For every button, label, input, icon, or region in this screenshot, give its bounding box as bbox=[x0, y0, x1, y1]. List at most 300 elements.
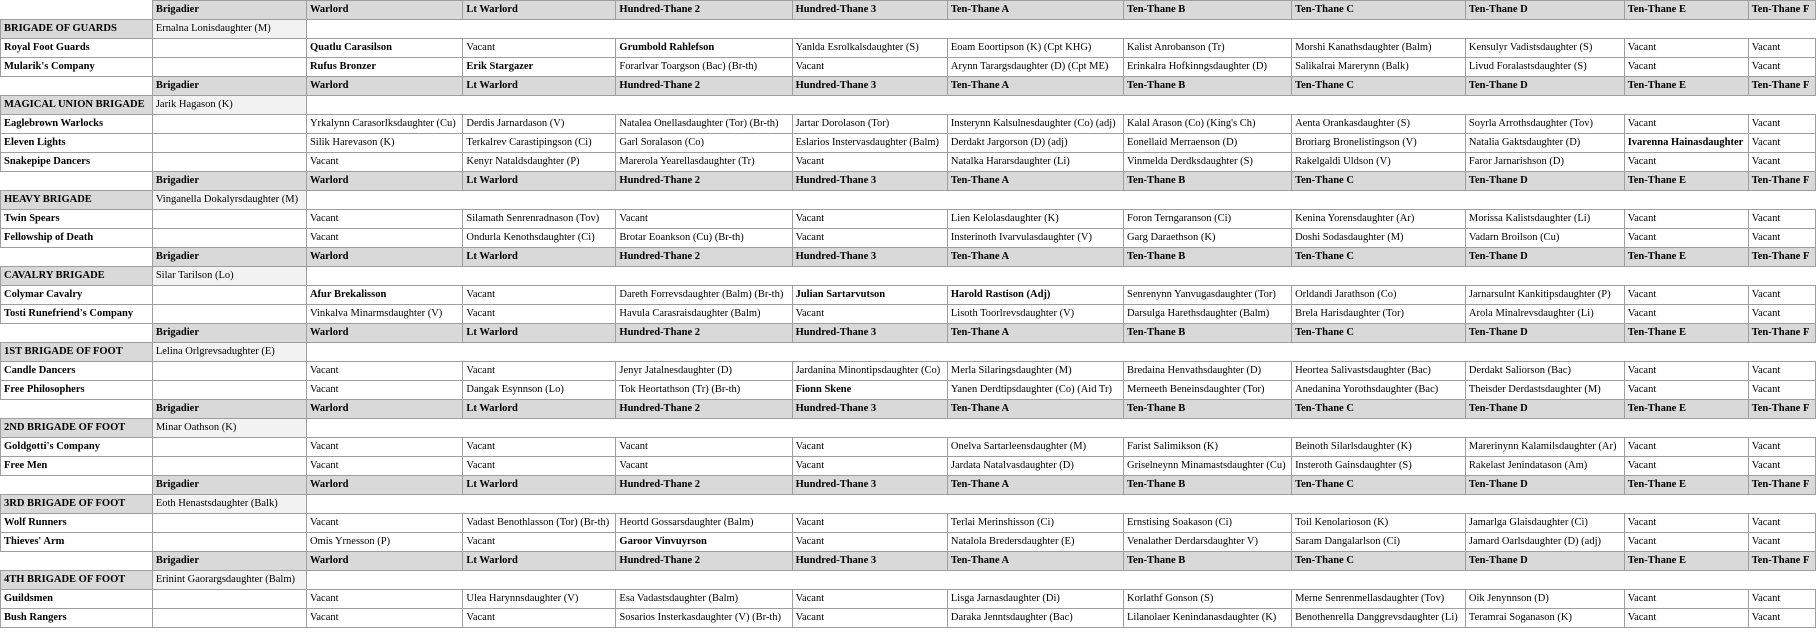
header-ten-thane-d: Ten-Thane D bbox=[1465, 172, 1624, 191]
cell-ten-thane-f: Vacant bbox=[1748, 229, 1815, 248]
empty-cell bbox=[616, 20, 792, 39]
header-warlord: Warlord bbox=[306, 1, 462, 20]
cell-brigadier bbox=[152, 362, 306, 381]
cell-ten-thane-c: Benothenrella Danggrevsdaughter (Li) bbox=[1292, 609, 1466, 628]
header-lt-warlord: Lt Warlord bbox=[463, 552, 616, 571]
empty-cell bbox=[792, 191, 947, 210]
header-ten-thane-a: Ten-Thane A bbox=[947, 1, 1123, 20]
brigade-row bbox=[1, 419, 1816, 438]
header-brigadier: Brigadier bbox=[152, 552, 306, 571]
cell-ten-thane-f: Vacant bbox=[1748, 381, 1815, 400]
empty-cell bbox=[1292, 267, 1466, 286]
header-label bbox=[1, 400, 153, 419]
empty-cell bbox=[616, 96, 792, 115]
company-row bbox=[1, 134, 1816, 153]
cell-hundred-thane-3: Vacant bbox=[792, 438, 947, 457]
company-name: Guildsmen bbox=[1, 590, 153, 609]
cell-ten-thane-a: Merla Silaringsdaughter (M) bbox=[947, 362, 1123, 381]
cell-ten-thane-b: Kalist Anrobanson (Tr) bbox=[1124, 39, 1292, 58]
header-ten-thane-f: Ten-Thane F bbox=[1748, 172, 1815, 191]
header-row bbox=[1, 476, 1816, 495]
header-ten-thane-f: Ten-Thane F bbox=[1748, 248, 1815, 267]
company-row bbox=[1, 305, 1816, 324]
cell-ten-thane-e: Vacant bbox=[1624, 381, 1748, 400]
cell-brigadier bbox=[152, 210, 306, 229]
empty-cell bbox=[1624, 419, 1748, 438]
cell-brigadier bbox=[152, 115, 306, 134]
empty-cell bbox=[1465, 191, 1624, 210]
cell-hundred-thane-3: Vacant bbox=[792, 210, 947, 229]
header-warlord: Warlord bbox=[306, 476, 462, 495]
brigadier-name: Erinint Gaorargsdaughter (Balm) bbox=[152, 571, 306, 590]
header-brigadier: Brigadier bbox=[152, 172, 306, 191]
header-label bbox=[1, 324, 153, 343]
empty-cell bbox=[306, 267, 462, 286]
header-row bbox=[1, 172, 1816, 191]
cell-warlord: Silik Harevason (K) bbox=[306, 134, 462, 153]
header-ten-thane-c: Ten-Thane C bbox=[1292, 324, 1466, 343]
cell-hundred-thane-2: Sosarios Insterkasdaughter (V) (Br-th) bbox=[616, 609, 792, 628]
cell-ten-thane-a: Natalka Hararsdaughter (Li) bbox=[947, 153, 1123, 172]
header-ten-thane-d: Ten-Thane D bbox=[1465, 324, 1624, 343]
empty-cell bbox=[1124, 495, 1292, 514]
header-lt-warlord: Lt Warlord bbox=[463, 324, 616, 343]
cell-ten-thane-b: Merneeth Beneinsdaughter (Tor) bbox=[1124, 381, 1292, 400]
cell-ten-thane-a: Onelva Sartarleensdaughter (M) bbox=[947, 438, 1123, 457]
cell-warlord: Vacant bbox=[306, 438, 462, 457]
cell-ten-thane-a: Derdakt Jargorson (D) (adj) bbox=[947, 134, 1123, 153]
cell-hundred-thane-2: Vacant bbox=[616, 438, 792, 457]
header-ten-thane-e: Ten-Thane E bbox=[1624, 172, 1748, 191]
header-ten-thane-c: Ten-Thane C bbox=[1292, 248, 1466, 267]
cell-ten-thane-a: Terlai Merinshisson (Ci) bbox=[947, 514, 1123, 533]
header-hundred-thane-3: Hundred-Thane 3 bbox=[792, 324, 947, 343]
empty-cell bbox=[463, 343, 616, 362]
empty-cell bbox=[1624, 571, 1748, 590]
cell-ten-thane-b: Korlathf Gonson (S) bbox=[1124, 590, 1292, 609]
cell-ten-thane-c: Insteroth Gainsdaughter (S) bbox=[1292, 457, 1466, 476]
brigade-name: 2ND BRIGADE OF FOOT bbox=[1, 419, 153, 438]
cell-warlord: Yrkalynn Carasorlksdaughter (Cu) bbox=[306, 115, 462, 134]
empty-cell bbox=[792, 96, 947, 115]
cell-ten-thane-b: Eonellaid Merraenson (D) bbox=[1124, 134, 1292, 153]
cell-ten-thane-e: Vacant bbox=[1624, 153, 1748, 172]
company-name: Eaglebrown Warlocks bbox=[1, 115, 153, 134]
header-brigadier: Brigadier bbox=[152, 1, 306, 20]
empty-cell bbox=[947, 191, 1123, 210]
cell-lt-warlord: Erik Stargazer bbox=[463, 58, 616, 77]
empty-cell bbox=[1465, 20, 1624, 39]
cell-warlord: Vacant bbox=[306, 457, 462, 476]
company-row bbox=[1, 381, 1816, 400]
header-warlord: Warlord bbox=[306, 248, 462, 267]
cell-ten-thane-d: Soyrla Arrothsdaughter (Tov) bbox=[1465, 115, 1624, 134]
header-ten-thane-c: Ten-Thane C bbox=[1292, 1, 1466, 20]
company-name: Tosti Runefriend's Company bbox=[1, 305, 153, 324]
cell-ten-thane-a: Yanen Derdtipsdaughter (Co) (Aid Tr) bbox=[947, 381, 1123, 400]
cell-hundred-thane-3: Eslarios Instervasdaughter (Balm) bbox=[792, 134, 947, 153]
cell-ten-thane-e: Vacant bbox=[1624, 286, 1748, 305]
cell-warlord: Vacant bbox=[306, 229, 462, 248]
empty-cell bbox=[792, 20, 947, 39]
cell-ten-thane-c: Merne Senrenmellasdaughter (Tov) bbox=[1292, 590, 1466, 609]
brigade-row bbox=[1, 191, 1816, 210]
empty-cell bbox=[1124, 571, 1292, 590]
header-hundred-thane-2: Hundred-Thane 2 bbox=[616, 476, 792, 495]
cell-ten-thane-c: Doshi Sodasdaughter (M) bbox=[1292, 229, 1466, 248]
cell-brigadier bbox=[152, 514, 306, 533]
empty-cell bbox=[792, 267, 947, 286]
brigade-name: HEAVY BRIGADE bbox=[1, 191, 153, 210]
empty-cell bbox=[616, 343, 792, 362]
company-name: Mularik's Company bbox=[1, 58, 153, 77]
cell-hundred-thane-3: Vacant bbox=[792, 229, 947, 248]
company-name: Free Philosophers bbox=[1, 381, 153, 400]
cell-ten-thane-b: Kalal Arason (Co) (King's Ch) bbox=[1124, 115, 1292, 134]
cell-ten-thane-c: Saram Dangalarlson (Ci) bbox=[1292, 533, 1466, 552]
brigadier-name: Vinganella Dokalyrsdaughter (M) bbox=[152, 191, 306, 210]
header-ten-thane-f: Ten-Thane F bbox=[1748, 400, 1815, 419]
empty-cell bbox=[1748, 191, 1815, 210]
empty-cell bbox=[306, 419, 462, 438]
empty-cell bbox=[1748, 571, 1815, 590]
cell-ten-thane-d: Derdakt Saliorson (Bac) bbox=[1465, 362, 1624, 381]
cell-hundred-thane-2: Vacant bbox=[616, 210, 792, 229]
cell-brigadier bbox=[152, 134, 306, 153]
header-row bbox=[1, 552, 1816, 571]
company-name: Candle Dancers bbox=[1, 362, 153, 381]
cell-brigadier bbox=[152, 381, 306, 400]
cell-warlord: Vinkalva Minarmsdaughter (V) bbox=[306, 305, 462, 324]
cell-hundred-thane-2: Brotar Eoankson (Cu) (Br-th) bbox=[616, 229, 792, 248]
header-brigadier: Brigadier bbox=[152, 324, 306, 343]
header-label bbox=[1, 248, 153, 267]
cell-ten-thane-a: Insterynn Kalsulnesdaughter (Co) (adj) bbox=[947, 115, 1123, 134]
header-ten-thane-e: Ten-Thane E bbox=[1624, 248, 1748, 267]
cell-ten-thane-b: Farist Salimikson (K) bbox=[1124, 438, 1292, 457]
header-hundred-thane-2: Hundred-Thane 2 bbox=[616, 1, 792, 20]
header-hundred-thane-2: Hundred-Thane 2 bbox=[616, 248, 792, 267]
empty-cell bbox=[1624, 267, 1748, 286]
empty-cell bbox=[1624, 495, 1748, 514]
empty-cell bbox=[616, 419, 792, 438]
empty-cell bbox=[1465, 495, 1624, 514]
brigade-name: MAGICAL UNION BRIGADE bbox=[1, 96, 153, 115]
cell-lt-warlord: Vacant bbox=[463, 39, 616, 58]
empty-cell bbox=[947, 571, 1123, 590]
brigade-row bbox=[1, 20, 1816, 39]
cell-ten-thane-a: Lisga Jarnasdaughter (Di) bbox=[947, 590, 1123, 609]
empty-cell bbox=[306, 191, 462, 210]
cell-brigadier bbox=[152, 153, 306, 172]
cell-ten-thane-d: Marerinynn Kalamilsdaughter (Ar) bbox=[1465, 438, 1624, 457]
cell-ten-thane-a: Lien Kelolasdaughter (K) bbox=[947, 210, 1123, 229]
cell-hundred-thane-3: Julian Sartarvutson bbox=[792, 286, 947, 305]
company-row bbox=[1, 438, 1816, 457]
cell-ten-thane-a: Jardata Natalvasdaughter (D) bbox=[947, 457, 1123, 476]
empty-cell bbox=[1748, 96, 1815, 115]
cell-ten-thane-a: Harold Rastison (Adj) bbox=[947, 286, 1123, 305]
cell-hundred-thane-2: Jenyr Jatalnesdaughter (D) bbox=[616, 362, 792, 381]
header-hundred-thane-3: Hundred-Thane 3 bbox=[792, 172, 947, 191]
header-brigadier: Brigadier bbox=[152, 77, 306, 96]
cell-hundred-thane-3: Jartar Dorolason (Tor) bbox=[792, 115, 947, 134]
header-ten-thane-e: Ten-Thane E bbox=[1624, 1, 1748, 20]
empty-cell bbox=[1465, 267, 1624, 286]
company-row bbox=[1, 115, 1816, 134]
empty-cell bbox=[792, 571, 947, 590]
header-ten-thane-a: Ten-Thane A bbox=[947, 400, 1123, 419]
empty-cell bbox=[616, 267, 792, 286]
header-lt-warlord: Lt Warlord bbox=[463, 77, 616, 96]
cell-warlord: Vacant bbox=[306, 590, 462, 609]
cell-ten-thane-c: Anedanina Yorothsdaughter (Bac) bbox=[1292, 381, 1466, 400]
cell-ten-thane-c: Heortea Salivastsdaughter (Bac) bbox=[1292, 362, 1466, 381]
header-hundred-thane-2: Hundred-Thane 2 bbox=[616, 400, 792, 419]
cell-ten-thane-f: Vacant bbox=[1748, 115, 1815, 134]
header-ten-thane-f: Ten-Thane F bbox=[1748, 552, 1815, 571]
header-ten-thane-b: Ten-Thane B bbox=[1124, 324, 1292, 343]
empty-cell bbox=[947, 20, 1123, 39]
company-row bbox=[1, 590, 1816, 609]
brigadier-name: Ernalna Lonisdaughter (M) bbox=[152, 20, 306, 39]
cell-lt-warlord: Vacant bbox=[463, 533, 616, 552]
cell-ten-thane-f: Vacant bbox=[1748, 286, 1815, 305]
cell-ten-thane-f: Vacant bbox=[1748, 438, 1815, 457]
header-ten-thane-b: Ten-Thane B bbox=[1124, 476, 1292, 495]
cell-brigadier bbox=[152, 590, 306, 609]
company-row bbox=[1, 39, 1816, 58]
empty-cell bbox=[1465, 343, 1624, 362]
cell-ten-thane-d: Vadarn Broilson (Cu) bbox=[1465, 229, 1624, 248]
header-lt-warlord: Lt Warlord bbox=[463, 400, 616, 419]
cell-warlord: Vacant bbox=[306, 514, 462, 533]
brigade-row bbox=[1, 571, 1816, 590]
header-ten-thane-d: Ten-Thane D bbox=[1465, 248, 1624, 267]
company-name: Goldgotti's Company bbox=[1, 438, 153, 457]
cell-ten-thane-e: Vacant bbox=[1624, 362, 1748, 381]
cell-ten-thane-d: Jarnarsulnt Kankitipsdaughter (P) bbox=[1465, 286, 1624, 305]
empty-cell bbox=[947, 267, 1123, 286]
header-ten-thane-f: Ten-Thane F bbox=[1748, 476, 1815, 495]
cell-ten-thane-d: Arola Minalrevsdaughter (Li) bbox=[1465, 305, 1624, 324]
brigade-name: CAVALRY BRIGADE bbox=[1, 267, 153, 286]
empty-cell bbox=[463, 96, 616, 115]
cell-lt-warlord: Dangak Esynnson (Lo) bbox=[463, 381, 616, 400]
cell-ten-thane-d: Rakelast Jenindatason (Am) bbox=[1465, 457, 1624, 476]
cell-ten-thane-b: Bredaina Henvathsdaughter (D) bbox=[1124, 362, 1292, 381]
cell-lt-warlord: Ulea Harynnsdaughter (V) bbox=[463, 590, 616, 609]
header-label bbox=[1, 77, 153, 96]
header-ten-thane-a: Ten-Thane A bbox=[947, 552, 1123, 571]
header-ten-thane-b: Ten-Thane B bbox=[1124, 77, 1292, 96]
empty-cell bbox=[1624, 191, 1748, 210]
brigade-name: BRIGADE OF GUARDS bbox=[1, 20, 153, 39]
header-lt-warlord: Lt Warlord bbox=[463, 476, 616, 495]
header-ten-thane-e: Ten-Thane E bbox=[1624, 552, 1748, 571]
cell-ten-thane-f: Vacant bbox=[1748, 533, 1815, 552]
brigade-row bbox=[1, 267, 1816, 286]
cell-ten-thane-b: Foron Terngaranson (Ci) bbox=[1124, 210, 1292, 229]
empty-cell bbox=[306, 343, 462, 362]
cell-hundred-thane-2: Vacant bbox=[616, 457, 792, 476]
cell-ten-thane-b: Darsulga Harethsdaughter (Balm) bbox=[1124, 305, 1292, 324]
header-ten-thane-a: Ten-Thane A bbox=[947, 324, 1123, 343]
empty-cell bbox=[1292, 191, 1466, 210]
header-ten-thane-b: Ten-Thane B bbox=[1124, 248, 1292, 267]
empty-cell bbox=[463, 495, 616, 514]
empty-cell bbox=[306, 20, 462, 39]
company-row bbox=[1, 58, 1816, 77]
cell-ten-thane-a: Lisoth Toorlrevsdaughter (V) bbox=[947, 305, 1123, 324]
brigadier-name: Silar Tarilson (Lo) bbox=[152, 267, 306, 286]
cell-ten-thane-c: Salikalrai Marerynn (Balk) bbox=[1292, 58, 1466, 77]
empty-cell bbox=[1748, 495, 1815, 514]
cell-ten-thane-b: Griselneynn Minamastsdaughter (Cu) bbox=[1124, 457, 1292, 476]
header-warlord: Warlord bbox=[306, 77, 462, 96]
cell-warlord: Afur Brekalisson bbox=[306, 286, 462, 305]
empty-cell bbox=[1292, 20, 1466, 39]
cell-ten-thane-d: Oik Jenynnson (D) bbox=[1465, 590, 1624, 609]
cell-lt-warlord: Vacant bbox=[463, 286, 616, 305]
empty-cell bbox=[463, 419, 616, 438]
cell-hundred-thane-3: Vacant bbox=[792, 457, 947, 476]
cell-ten-thane-b: Erinkalra Hofkinngsdaughter (D) bbox=[1124, 58, 1292, 77]
company-name: Thieves' Arm bbox=[1, 533, 153, 552]
cell-ten-thane-b: Senrenynn Yanvugasdaughter (Tor) bbox=[1124, 286, 1292, 305]
company-name: Wolf Runners bbox=[1, 514, 153, 533]
company-name: Colymar Cavalry bbox=[1, 286, 153, 305]
header-ten-thane-a: Ten-Thane A bbox=[947, 77, 1123, 96]
empty-cell bbox=[1465, 571, 1624, 590]
cell-ten-thane-a: Arynn Tarargsdaughter (D) (Cpt ME) bbox=[947, 58, 1123, 77]
header-ten-thane-d: Ten-Thane D bbox=[1465, 400, 1624, 419]
header-row bbox=[1, 400, 1816, 419]
header-hundred-thane-3: Hundred-Thane 3 bbox=[792, 400, 947, 419]
header-label bbox=[1, 172, 153, 191]
cell-ten-thane-c: Morshi Kanathsdaughter (Balm) bbox=[1292, 39, 1466, 58]
header-ten-thane-d: Ten-Thane D bbox=[1465, 77, 1624, 96]
cell-hundred-thane-3: Vacant bbox=[792, 153, 947, 172]
cell-lt-warlord: Vadast Benothlasson (Tor) (Br-th) bbox=[463, 514, 616, 533]
cell-ten-thane-e: Vacant bbox=[1624, 438, 1748, 457]
cell-ten-thane-c: Toil Kenolarioson (K) bbox=[1292, 514, 1466, 533]
header-ten-thane-f: Ten-Thane F bbox=[1748, 1, 1815, 20]
header-ten-thane-d: Ten-Thane D bbox=[1465, 1, 1624, 20]
company-name: Bush Rangers bbox=[1, 609, 153, 628]
cell-ten-thane-a: Eoam Eoortipson (K) (Cpt KHG) bbox=[947, 39, 1123, 58]
company-row bbox=[1, 533, 1816, 552]
cell-warlord: Omis Yrnesson (P) bbox=[306, 533, 462, 552]
cell-ten-thane-d: Natalia Gaktsdaughter (D) bbox=[1465, 134, 1624, 153]
cell-hundred-thane-3: Vacant bbox=[792, 609, 947, 628]
cell-hundred-thane-2: Natalea Onellasdaughter (Tor) (Br-th) bbox=[616, 115, 792, 134]
header-brigadier: Brigadier bbox=[152, 400, 306, 419]
cell-ten-thane-e: Vacant bbox=[1624, 457, 1748, 476]
company-name: Twin Spears bbox=[1, 210, 153, 229]
empty-cell bbox=[1748, 419, 1815, 438]
cell-lt-warlord: Derdis Jarnardason (V) bbox=[463, 115, 616, 134]
empty-cell bbox=[306, 571, 462, 590]
brigade-row bbox=[1, 495, 1816, 514]
header-hundred-thane-2: Hundred-Thane 2 bbox=[616, 172, 792, 191]
cell-ten-thane-b: Venalather Derdarsdaughter V) bbox=[1124, 533, 1292, 552]
empty-cell bbox=[947, 495, 1123, 514]
cell-brigadier bbox=[152, 438, 306, 457]
cell-lt-warlord: Vacant bbox=[463, 438, 616, 457]
header-ten-thane-a: Ten-Thane A bbox=[947, 248, 1123, 267]
cell-ten-thane-e: Vacant bbox=[1624, 590, 1748, 609]
header-warlord: Warlord bbox=[306, 400, 462, 419]
cell-ten-thane-f: Vacant bbox=[1748, 514, 1815, 533]
cell-ten-thane-f: Vacant bbox=[1748, 153, 1815, 172]
cell-lt-warlord: Silamath Senrenradnason (Tov) bbox=[463, 210, 616, 229]
cell-ten-thane-c: Aenta Orankasdaughter (S) bbox=[1292, 115, 1466, 134]
empty-cell bbox=[1748, 20, 1815, 39]
cell-warlord: Vacant bbox=[306, 153, 462, 172]
company-row bbox=[1, 609, 1816, 628]
header-ten-thane-f: Ten-Thane F bbox=[1748, 77, 1815, 96]
cell-hundred-thane-3: Vacant bbox=[792, 514, 947, 533]
cell-ten-thane-e: Vacant bbox=[1624, 609, 1748, 628]
cell-warlord: Quatlu Carasilson bbox=[306, 39, 462, 58]
brigadier-name: Minar Oathson (K) bbox=[152, 419, 306, 438]
brigade-name: 1ST BRIGADE OF FOOT bbox=[1, 343, 153, 362]
header-ten-thane-c: Ten-Thane C bbox=[1292, 400, 1466, 419]
empty-cell bbox=[306, 96, 462, 115]
cell-hundred-thane-3: Vacant bbox=[792, 305, 947, 324]
cell-hundred-thane-2: Havula Carasraisdaughter (Balm) bbox=[616, 305, 792, 324]
header-ten-thane-c: Ten-Thane C bbox=[1292, 552, 1466, 571]
cell-ten-thane-c: Broriarg Bronelistingson (V) bbox=[1292, 134, 1466, 153]
cell-ten-thane-e: Vacant bbox=[1624, 514, 1748, 533]
company-row bbox=[1, 229, 1816, 248]
header-hundred-thane-2: Hundred-Thane 2 bbox=[616, 552, 792, 571]
cell-warlord: Vacant bbox=[306, 362, 462, 381]
empty-cell bbox=[1124, 267, 1292, 286]
company-name: Snakepipe Dancers bbox=[1, 153, 153, 172]
cell-brigadier bbox=[152, 609, 306, 628]
empty-cell bbox=[1124, 191, 1292, 210]
cell-ten-thane-c: Orldandi Jarathson (Co) bbox=[1292, 286, 1466, 305]
header-ten-thane-a: Ten-Thane A bbox=[947, 172, 1123, 191]
cell-ten-thane-d: Kensulyr Vadistsdaughter (S) bbox=[1465, 39, 1624, 58]
empty-cell bbox=[1624, 20, 1748, 39]
empty-cell bbox=[616, 495, 792, 514]
header-ten-thane-e: Ten-Thane E bbox=[1624, 476, 1748, 495]
cell-ten-thane-c: Rakelgaldi Uldson (V) bbox=[1292, 153, 1466, 172]
empty-cell bbox=[1292, 419, 1466, 438]
header-ten-thane-a: Ten-Thane A bbox=[947, 476, 1123, 495]
cell-ten-thane-f: Vacant bbox=[1748, 134, 1815, 153]
company-name: Free Men bbox=[1, 457, 153, 476]
cell-ten-thane-f: Vacant bbox=[1748, 39, 1815, 58]
empty-cell bbox=[306, 495, 462, 514]
empty-cell bbox=[1465, 96, 1624, 115]
header-hundred-thane-2: Hundred-Thane 2 bbox=[616, 324, 792, 343]
empty-cell bbox=[616, 191, 792, 210]
cell-brigadier bbox=[152, 457, 306, 476]
cell-hundred-thane-2: Heortd Gossarsdaughter (Balm) bbox=[616, 514, 792, 533]
company-name: Eleven Lights bbox=[1, 134, 153, 153]
cell-lt-warlord: Vacant bbox=[463, 362, 616, 381]
company-row bbox=[1, 362, 1816, 381]
header-row bbox=[1, 77, 1816, 96]
empty-cell bbox=[1624, 96, 1748, 115]
cell-ten-thane-d: Faror Jarnarishson (D) bbox=[1465, 153, 1624, 172]
empty-cell bbox=[463, 20, 616, 39]
cell-brigadier bbox=[152, 39, 306, 58]
